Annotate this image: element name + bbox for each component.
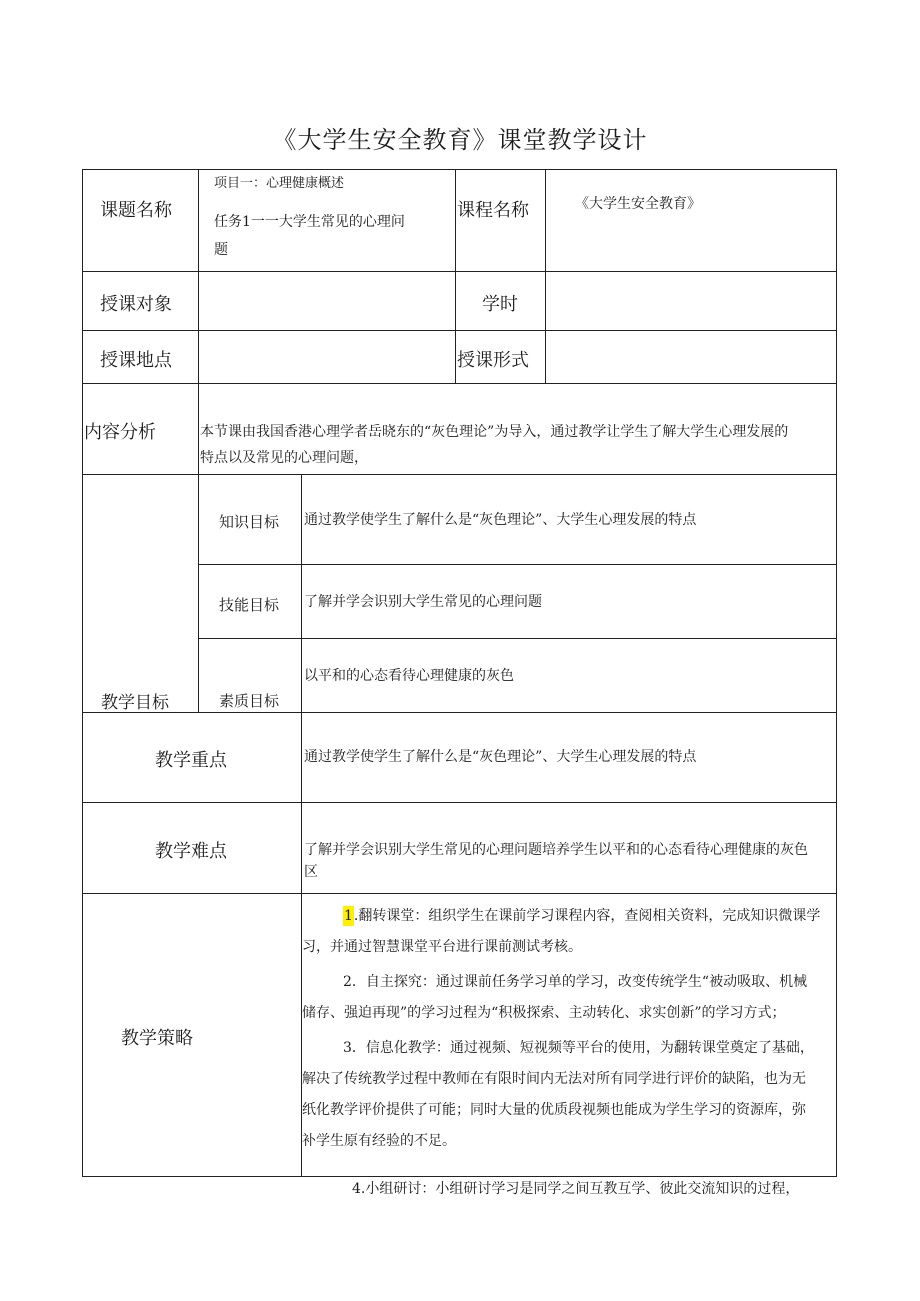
quality-objective-text: 以平和的心态看待心理健康的灰色 [304,668,514,684]
strategy-item3-line1: 3．信息化教学：通过视频、短视频等平台的使用，为翻转课堂奠定了基础， [343,1040,814,1056]
topic-value [214,174,450,260]
topic-value-line1: 项目一：心理健康概述 [214,176,345,191]
strategy-item3-line3: 纸化教学评价提供了可能；同时大量的优质段视频也能成为学生学习的资源库，弥 [302,1102,806,1118]
topic-value-line3: 题 [214,242,228,258]
skill-objective-text: 了解并学会识别大学生常见的心理问题 [304,594,542,610]
document-title: 《大学生安全教育》课堂教学设计 [272,126,648,154]
strategy-item3-line4: 补学生原有经验的不足。 [302,1133,456,1149]
objectives-label: 教学目标 [101,693,169,713]
audience-label: 授课对象 [100,294,172,315]
difficulties-label: 教学难点 [155,841,227,862]
strategy-item1-line1 [302,901,835,932]
knowledge-objective-label: 知识目标 [219,513,280,531]
key-points-label: 教学重点 [155,750,227,771]
quality-objective-label: 素质目标 [219,692,280,710]
format-label: 授课形式 [457,350,529,371]
skill-objective-label: 技能目标 [219,596,280,614]
course-label: 课程名称 [457,200,529,221]
topic-label: 课题名称 [100,200,172,221]
strategy-item1-line2: 习，并通过智慧课堂平台进行课前测试考核。 [302,939,582,955]
strategy-label: 教学策略 [121,1028,193,1049]
content-analysis-line1: 本节课由我国香港心理学者岳晓东的“灰色理论”为导入，通过教学让学生了解大学生心理发展的 [200,424,789,440]
strategy-item2-line2: 储存、强迫再现”的学习过程为“积极探索、主动转化、求实创新”的学习方式； [302,1005,786,1021]
strategy-item1-number: 1 [344,908,353,924]
course-value: 《大学生安全教育》 [575,196,701,212]
knowledge-objective-text: 通过教学使学生了解什么是“灰色理论”、大学生心理发展的特点 [304,512,697,528]
strategy-item2-line1: 2．自主探究：通过课前任务学习单的学习，改变传统学生“被动吸取、机械 [343,974,808,990]
strategy-item4-continued: 4.小组研讨：小组研讨学习是同学之间互教互学、彼此交流知识的过程， [352,1181,800,1197]
difficulties-line1: 了解并学会识别大学生常见的心理问题培养学生以平和的心态看待心理健康的灰色 [304,842,808,858]
difficulties-text [304,839,834,883]
location-label: 授课地点 [100,350,172,371]
topic-value-line2: 任务1一一大学生常见的心理问 [214,214,405,230]
difficulties-line2: 区 [304,864,318,880]
hours-label: 学时 [482,294,518,315]
strategy-text [302,901,835,1157]
strategy-item3-line2: 解决了传统教学过程中教师在有限时间内无法对所有同学进行评价的缺陷，也为无 [302,1071,806,1087]
content-analysis-label: 内容分析 [84,422,156,443]
content-analysis-text [200,419,834,471]
key-points-text: 通过教学使学生了解什么是“灰色理论”、大学生心理发展的特点 [304,749,697,765]
strategy-item1-text: .翻转课堂：组织学生在课前学习课程内容，查阅相关资料，完成知识微课学 [353,908,821,924]
content-analysis-line2: 特点以及常见的心理问题， [200,450,368,466]
